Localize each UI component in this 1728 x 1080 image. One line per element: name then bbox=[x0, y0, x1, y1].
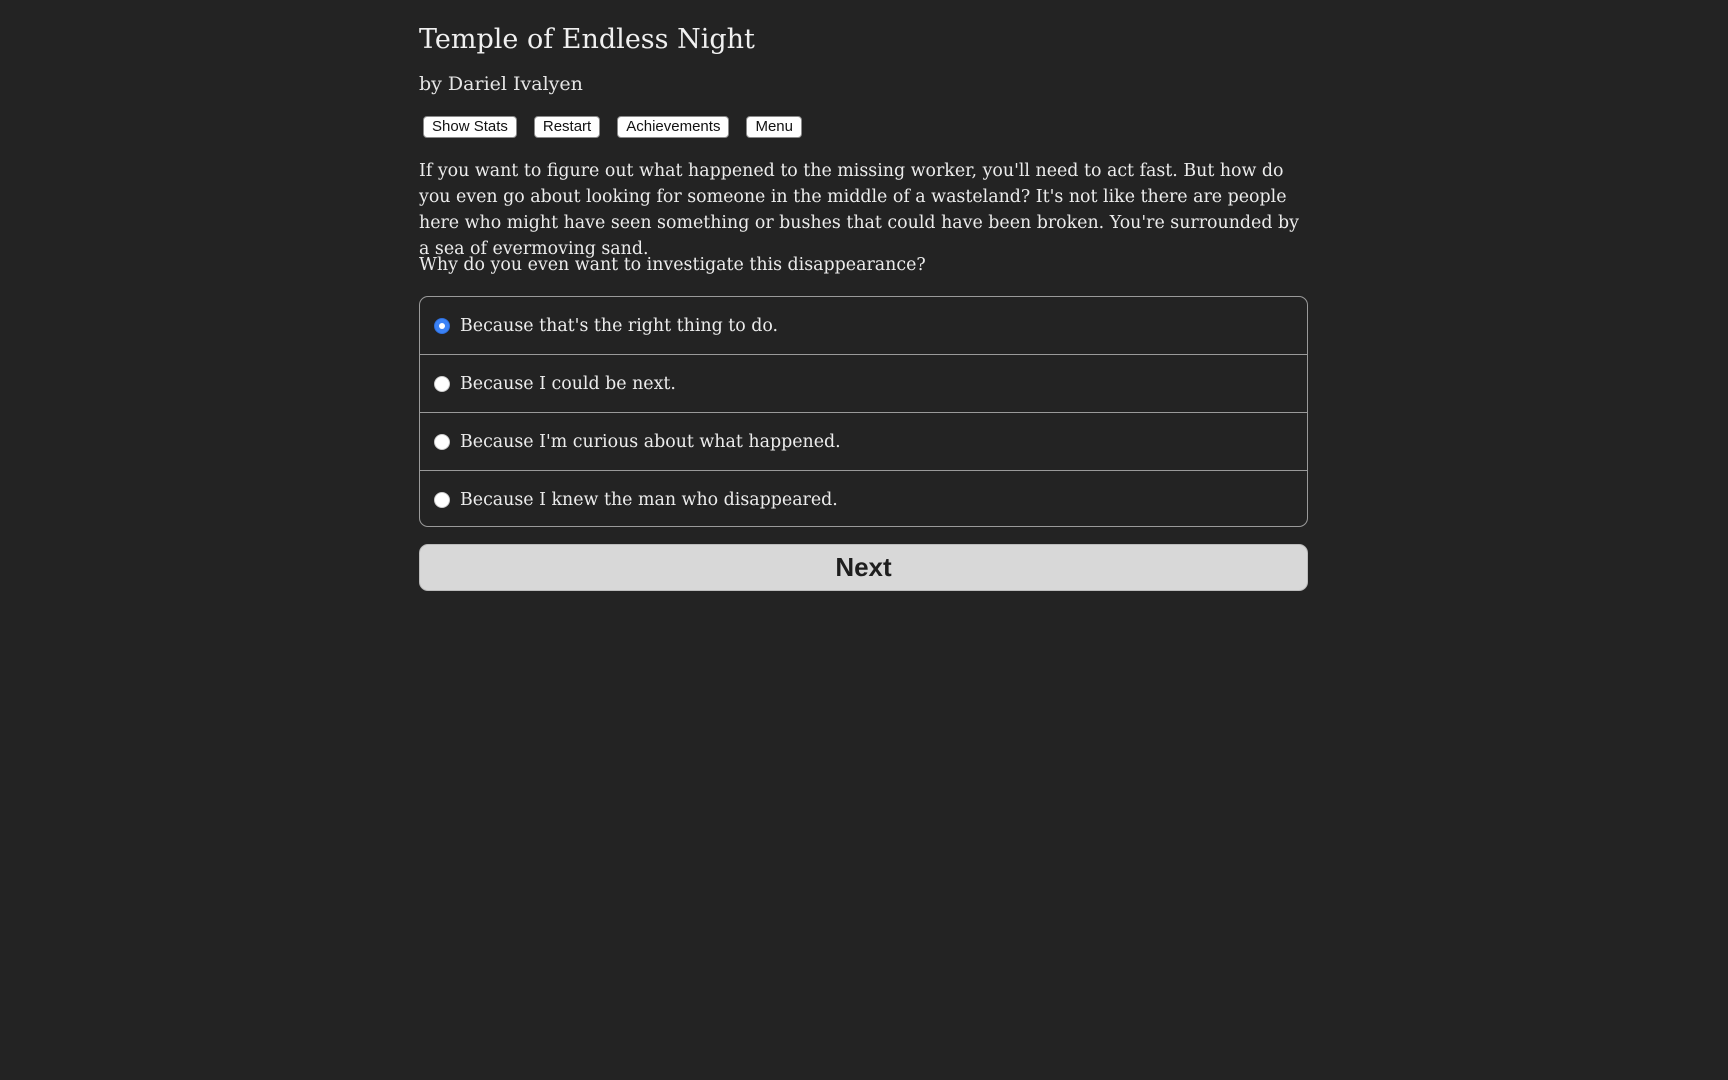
choice-option[interactable] bbox=[420, 355, 1307, 413]
radio-button[interactable] bbox=[434, 434, 450, 450]
menu-button[interactable]: Menu bbox=[746, 116, 802, 138]
choice-label: Because that's the right thing to do. bbox=[460, 315, 779, 336]
show-stats-button[interactable]: Show Stats bbox=[423, 116, 517, 138]
next-button[interactable]: Next bbox=[419, 544, 1308, 591]
choice-option[interactable] bbox=[420, 471, 1307, 527]
choice-list bbox=[419, 296, 1308, 527]
choice-option[interactable] bbox=[420, 297, 1307, 355]
toolbar bbox=[423, 116, 802, 138]
story-narrative: If you want to figure out what happened to the missing worker, you'll need to act fast. But how do you even go about looking for someone in the middle of a wasteland? It's not like there are people here who might have seen something or bushes that could have been broken. You're surrounded by a sea of evermoving sand. bbox=[419, 161, 1299, 259]
radio-button-selected[interactable] bbox=[434, 318, 450, 334]
achievements-button[interactable]: Achievements bbox=[617, 116, 729, 138]
choice-label: Because I could be next. bbox=[460, 373, 676, 394]
game-author: by Dariel Ivalyen bbox=[419, 73, 583, 95]
game-title: Temple of Endless Night bbox=[419, 24, 755, 55]
restart-button[interactable]: Restart bbox=[534, 116, 600, 138]
story-question: Why do you even want to investigate this disappearance? bbox=[419, 255, 926, 275]
choice-label: Because I'm curious about what happened. bbox=[460, 431, 841, 452]
choice-option[interactable] bbox=[420, 413, 1307, 471]
choice-label: Because I knew the man who disappeared. bbox=[460, 489, 838, 510]
radio-button[interactable] bbox=[434, 492, 450, 508]
radio-button[interactable] bbox=[434, 376, 450, 392]
